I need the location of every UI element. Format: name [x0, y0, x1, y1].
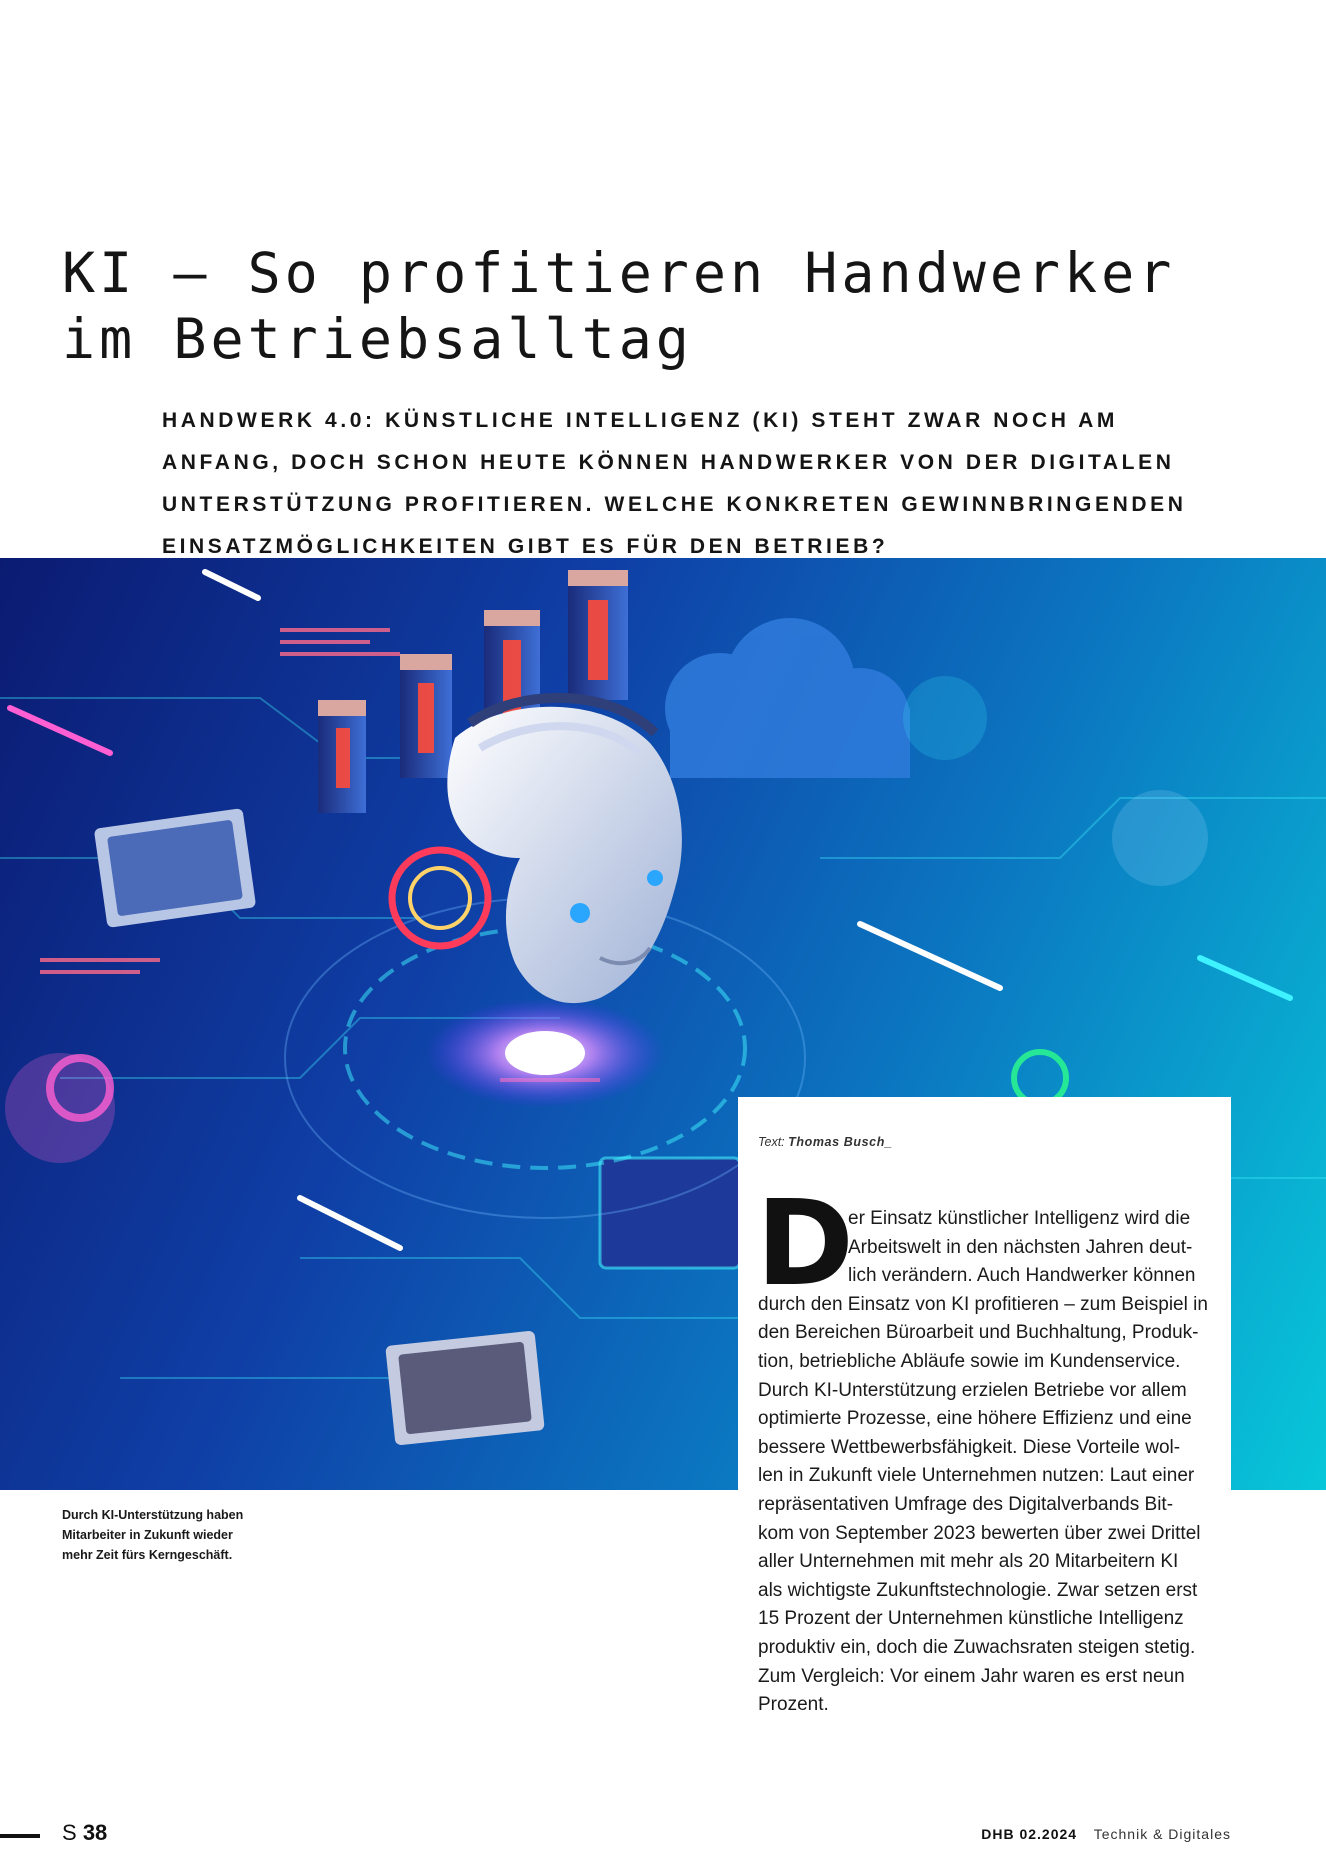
footer-rule: [0, 1834, 40, 1838]
caption-line: mehr Zeit fürs Kerngeschäft.: [62, 1548, 233, 1562]
body-line: repräsentativen Umfrage des Digitalverbands Bit-: [758, 1493, 1174, 1515]
footer-publication: [981, 1826, 1231, 1842]
article-lead: HANDWERK 4.0: KÜNSTLICHE INTELLIGENZ (KI) STEHT ZWAR NOCH AM ANFANG, DOCH SCHON HEUTE KÖNNEN HANDWERKER VON DER DIGITALEN UNTERSTÜTZUNG PROFITIEREN. WELCHE KONKRETEN GEWINNBRINGENDEN EINSATZMÖGLICHKEITEN GIBT ES FÜR DEN BETRIEB?: [162, 409, 1187, 558]
body-line: Arbeitswelt in den nächsten Jahren deut-: [848, 1236, 1193, 1258]
body-line: tion, betriebliche Abläufe sowie im Kundenservice.: [758, 1350, 1181, 1372]
section-name: Technik & Digitales: [1093, 1826, 1231, 1842]
body-line: als wichtigste Zukunftstechnologie. Zwar setzen erst: [758, 1579, 1198, 1601]
drop-cap: D: [756, 1174, 854, 1312]
caption-line: Durch KI-Unterstützung haben: [62, 1508, 244, 1522]
body-line: bessere Wettbewerbsfähigkeit. Diese Vorteile wol-: [758, 1436, 1181, 1458]
body-line: er Einsatz künstlicher Intelligenz wird die: [848, 1208, 1191, 1229]
author-name: Thomas Busch_: [788, 1135, 893, 1149]
body-line: produktiv ein, doch die Zuwachsraten steigen stetig.: [758, 1636, 1196, 1658]
body-line: Prozent.: [758, 1694, 829, 1716]
article-body: [756, 1174, 1208, 1720]
page-prefix: S: [62, 1820, 77, 1845]
body-line: lich verändern. Auch Handwerker können: [848, 1265, 1196, 1287]
body-line: Durch KI-Unterstützung erzielen Betriebe vor allem: [758, 1379, 1187, 1401]
body-line: Zum Vergleich: Vor einem Jahr waren es erst neun: [758, 1665, 1185, 1687]
body-line: den Bereichen Büroarbeit und Buchhaltung, Produk-: [758, 1322, 1199, 1344]
body-line: len in Zukunft viele Unternehmen nutzen: Laut einer: [758, 1465, 1195, 1487]
body-line: kom von September 2023 bewerten über zwei Drittel: [758, 1522, 1201, 1544]
caption-line: Mitarbeiter in Zukunft wieder: [62, 1528, 233, 1542]
body-line: 15 Prozent der Unternehmen künstliche Intelligenz: [758, 1608, 1184, 1630]
page-number: [62, 1820, 107, 1846]
body-line: aller Unternehmen mit mehr als 20 Mitarbeitern KI: [758, 1551, 1179, 1573]
article-text-box: [738, 1097, 1231, 1737]
author-label: Text:: [758, 1135, 785, 1149]
article-title-line-1: KI – So profitieren Handwerker: [62, 241, 1176, 305]
article-title: [62, 240, 1282, 372]
publication-issue: DHB 02.2024: [981, 1826, 1078, 1842]
body-line: optimierte Prozesse, eine höhere Effizienz und eine: [758, 1408, 1192, 1430]
page-number-value: 38: [82, 1820, 108, 1845]
article-title-line-2: im Betriebsalltag: [62, 307, 693, 371]
image-caption: [62, 1505, 262, 1565]
body-line: durch den Einsatz von KI profitieren – zum Beispiel in: [758, 1293, 1208, 1315]
author-credit: [758, 1135, 1207, 1149]
